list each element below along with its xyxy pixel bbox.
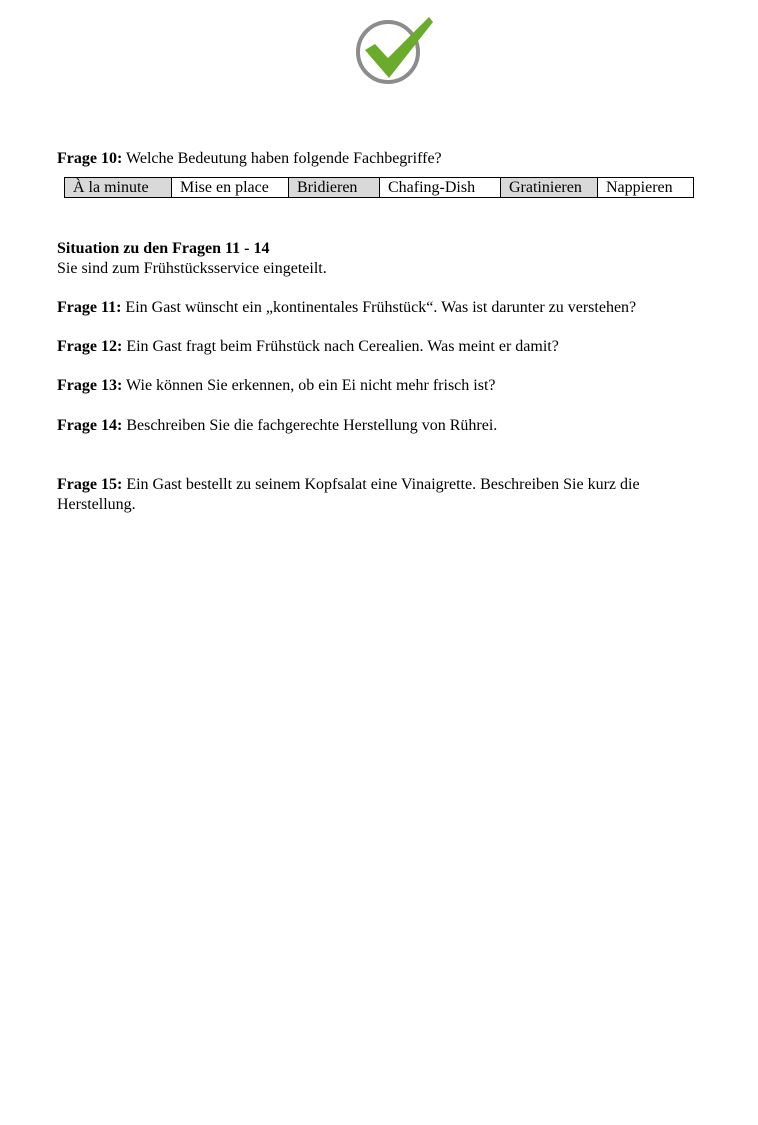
checkmark-circle-icon <box>353 14 437 88</box>
frage-11 <box>57 298 707 318</box>
term-cell: Chafing-Dish <box>380 177 501 198</box>
term-cell: Gratinieren <box>501 177 598 198</box>
frage-13-text: Wie können Sie erkennen, ob ein Ei nicht mehr frisch ist? <box>126 377 496 394</box>
frage-13 <box>57 376 707 396</box>
frage-15 <box>57 475 697 515</box>
frage-12 <box>57 337 707 357</box>
situation-heading-text: Situation zu den Fragen 11 - 14 <box>57 240 270 257</box>
frage-10-label: Frage 10: <box>57 150 123 167</box>
frage-11-text: Ein Gast wünscht ein „kontinentales Frühstück“. Was ist darunter zu verstehen? <box>125 299 637 316</box>
frage-14-text: Beschreiben Sie die fachgerechte Herstellung von Rührei. <box>126 417 498 434</box>
frage-11-label: Frage 11: <box>57 299 122 316</box>
term-cell: Mise en place <box>172 177 289 198</box>
frage-12-text: Ein Gast fragt beim Frühstück nach Cerealien. Was meint er damit? <box>126 338 559 355</box>
frage-15-text: Ein Gast bestellt zu seinem Kopfsalat eine Vinaigrette. Beschreiben Sie kurz die Herstellung. <box>57 476 640 513</box>
term-cell: Bridieren <box>289 177 380 198</box>
situation-heading <box>57 239 707 259</box>
frage-14 <box>57 416 707 436</box>
frage-10 <box>57 149 707 169</box>
terms-table <box>64 177 694 198</box>
term-cell: Nappieren <box>598 177 694 198</box>
frage-13-label: Frage 13: <box>57 377 123 394</box>
frage-15-label: Frage 15: <box>57 476 123 493</box>
frage-14-label: Frage 14: <box>57 417 123 434</box>
situation-text: Sie sind zum Frühstücksservice eingeteilt. <box>57 260 327 277</box>
frage-12-label: Frage 12: <box>57 338 123 355</box>
frage-10-text: Welche Bedeutung haben folgende Fachbegriffe? <box>126 150 442 167</box>
term-cell: À la minute <box>65 177 172 198</box>
